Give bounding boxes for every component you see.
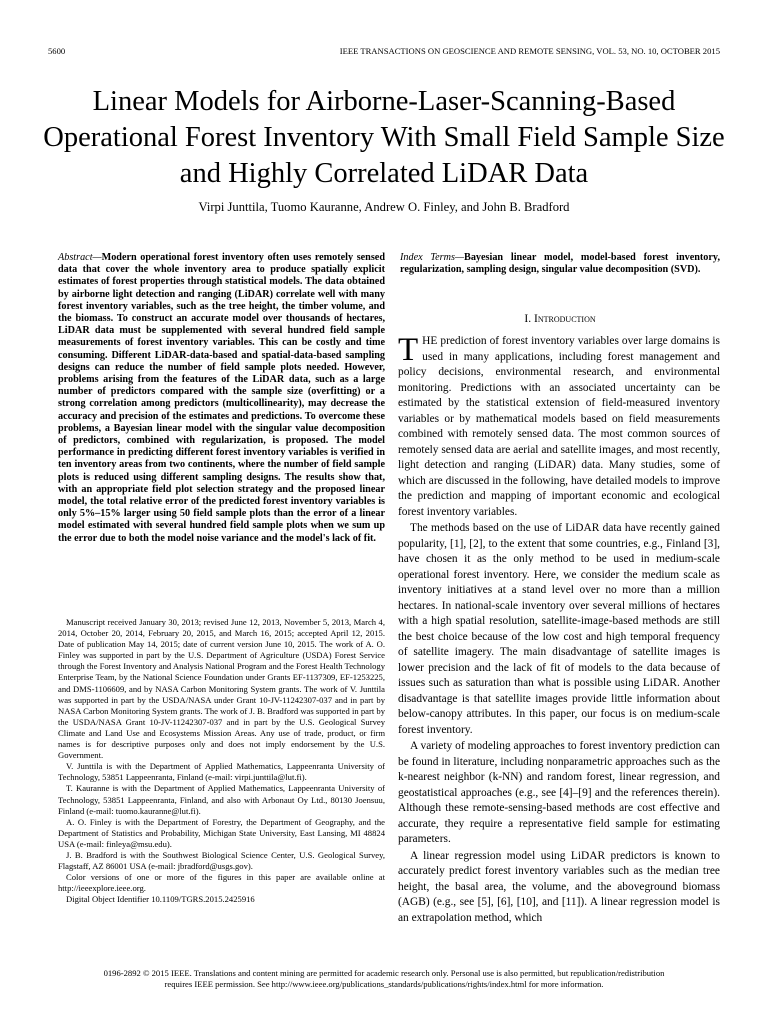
intro-paragraph-1 [398, 334, 720, 520]
footnote-author-junttila: V. Junttila is with the Department of Applied Mathematics, Lappeenranta University of Technology, 53851 Lappeenranta, Finland (e-mail: virpi.junttila@lut.fi). [58, 761, 385, 783]
abstract [58, 252, 385, 545]
index-terms-label: Index Terms [400, 252, 455, 263]
footnote-doi: Digital Object Identifier 10.1109/TGRS.2015.2425916 [66, 894, 255, 905]
abstract-label: Abstract [58, 252, 93, 263]
footnote-manuscript: Manuscript received January 30, 2013; revised June 12, 2013, November 5, 2013, March 4, 2014, October 20, 2014, February 20, 2015, and March 16, 2015; accepted April 12, 2015. Date of publication May 14, 2015; date of current version June 10, 2015. The work of A. O. Finley was supported in part by the U.S. Department of Agriculture (USDA) Forest Service through the Forest Inventory and Analysis National Program and the Forest Health Technology Enterprise Team, by the National Science Foundation under Grants EF-1137309, EF-1253225, and DMS-1106609, and by NASA Carbon Monitoring System grants. The work of V. Junttila was supported in part by the USDA/NASA under Grant 10-JV-11242307-037 and in part by NASA Carbon Monitoring System grants. The work of J. B. Bradford was supported in part by the USDA/NASA Grant 10-JV-11242307-037 and in part by the U.S. Geological Survey Climate and Land Use and Ecosystems Mission Areas. Any use of trade, product, or firm names is for descriptive purposes only and does not imply endorsement by the U.S. Government. [58, 617, 385, 761]
drop-cap: T [398, 332, 419, 368]
abstract-dash: — [92, 252, 102, 263]
abstract-text: Modern operational forest inventory often uses remotely sensed data that cover the whole inventory area to produce spatially explicit estimates of forest properties through statistical models. The data obtained by airborne light detection and ranging (LiDAR) correlate well with many forest inventory variables, such as the tree height, the timber volume, and the biomass. To construct an accurate model over thousands of hectares, LiDAR data must be supplemented with several hundred field sample measurements of forest inventory variables. This can be costly and time consuming. Different LiDAR-data-based and spatial-data-based sampling designs can reduce the number of field sample plots needed. However, problems arising from the features of the LiDAR data, such as a large number of predictors compared with the sample size (overfitting) or a strong correlation among predictors (multicollinearity), may decrease the accuracy and precision of the estimates and predictions. To overcome these problems, a Bayesian linear model with the singular value decomposition of predictors, combined with regularization, is proposed. The model performance in predicting different forest inventory variables is verified in ten inventory areas from two continents, where the number of field sample plots is reduced using different sampling designs. The results show that, with an appropriate field plot selection strategy and the proposed linear model, the total relative error of the predicted forest inventory variables is only 5%–15% larger using 50 field sample plots than the error of a linear model estimated with several hundred field sample plots when we sum up the error due to both the model noise variance and the model's lack of fit. [58, 252, 385, 544]
footnote-color-versions: Color versions of one or more of the figures in this paper are available online at http://ieeexplore.ieee.org. [58, 872, 385, 894]
copyright-line-2: requires IEEE permission. See http://www.ieee.org/publications_standards/publications/rights/index.html for more information. [164, 979, 604, 989]
index-terms [400, 252, 720, 276]
journal-header: IEEE TRANSACTIONS ON GEOSCIENCE AND REMOTE SENSING, VOL. 53, NO. 10, OCTOBER 2015 [339, 46, 720, 56]
paper-title: Linear Models for Airborne-Laser-Scanning-Based Operational Forest Inventory With Small Field Sample Size and Highly Correlated LiDAR Data [43, 86, 725, 189]
section-heading: I. Introduction [524, 312, 596, 325]
index-terms-text: Bayesian linear model, model-based forest inventory, regularization, sampling design, singular value decomposition (SVD). [400, 252, 720, 276]
author-list: Virpi Junttila, Tuomo Kauranne, Andrew O. Finley, and John B. Bradford [198, 200, 570, 214]
footnote-author-kauranne: T. Kauranne is with the Department of Applied Mathematics, Lappeenranta University of Technology, 53851 Lappeenranta, Finland, and also with Arbonaut Oy Ltd., 80130 Joensuu, Finland (e-mail: tuomo.kauranne@lut.fi). [58, 783, 385, 816]
intro-body [398, 334, 720, 927]
copyright-footer [40, 968, 728, 990]
footnote-author-bradford: J. B. Bradford is with the Southwest Biological Science Center, U.S. Geological Survey, Flagstaff, AZ 86001 USA (e-mail: jbradford@usgs.gov). [58, 849, 385, 872]
index-terms-dash: — [454, 252, 465, 263]
footnote-author-finley: A. O. Finley is with the Department of Forestry, the Department of Geography, and the Department of Statistics and Probability, Michigan State University, East Lansing, MI 48824 USA (e-mail: finleya@msu.edu). [58, 816, 385, 849]
page-number: 5600 [48, 46, 66, 56]
intro-paragraph-2: The methods based on the use of LiDAR data have recently gained popularity, [1], [2], to the extent that some countries, e.g., Finland [3], have chosen it as the only method to be used in medium-scale operational forest inventory. Here, we consider the medium scale as inventory initiatives at a stand level over no more than a million hectares. In national-scale inventory over several millions of hectares with a high spatial resolution, satellite-image-based methods are still the best choice because of the low cost and high temporal frequency of satellite imagery. The main disadvantage of satellite images is lower precision and the lack of fit of models to the data because of issues such as saturation than what is possible using LiDAR. Another disadvantage is that satellite images provide little information about below-canopy attributes. In this paper, our focus is on medium-scale forest inventory. [398, 522, 720, 736]
intro-paragraph-1-text: HE prediction of forest inventory variables over large domains is used in many applications, including forest management and policy decisions, environmental research, and environmental monitoring. Predictions with an associated uncertainty can be estimated by the statistical extension of field-measured inventory variables or by mathematical models based on field measurements combined with remotely sensed data. The most common sources of remotely sensed data are aerial and satellite images, and most recently, light detection and ranging (LiDAR) data. Many studies, some of which are discussed in the following, have detailed models to improve the prediction and mapping of important economic and ecological forest inventory variables. [398, 335, 720, 518]
copyright-line-1: 0196-2892 © 2015 IEEE. Translations and content mining are permitted for academic research only. Personal use is also permitted, but republication/redistribution [103, 968, 665, 978]
intro-paragraph-4: A linear regression model using LiDAR predictors is known to accurately predict forest inventory variables such as the median tree height, the basal area, the volume, and the aboveground biomass (AGB) (e.g., see [5], [6], [10], and [11]). A linear regression model is an extrapolation method, which [398, 849, 720, 924]
footnotes [58, 617, 385, 905]
intro-paragraph-3: A variety of modeling approaches to forest inventory prediction can be found in literature, including nonparametric approaches such as the k-nearest neighbor (k-NN) and random forest, linear regression, and geostatistical approaches (e.g., see [4]–[9] and the references therein). Although these remote-sensing-based methods are cost effective and accurate, they require a representative field sample for estimating parameters. [398, 740, 720, 845]
